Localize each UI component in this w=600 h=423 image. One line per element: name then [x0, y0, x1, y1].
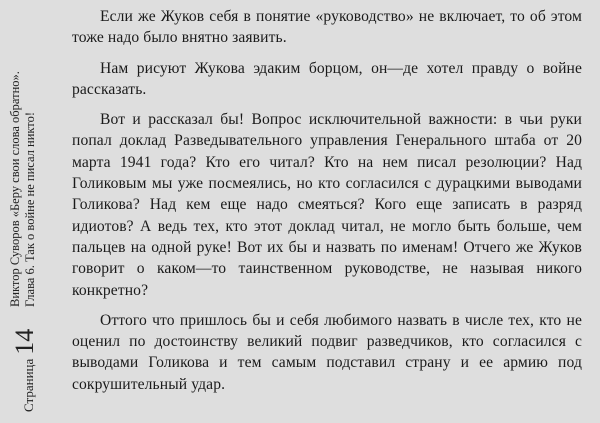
paragraph: Если же Жуков себя в понятие «руководство» не включает, то об этом тоже надо было внятно заявить. [72, 8, 582, 47]
paragraph: Нам рисуют Жукова эдаким борцом, он—де хотел правду о войне рассказать. [72, 59, 582, 98]
paragraph: Оттого что пришлось бы и себя любимого назвать в числе тех, кто не оценил по достоинству великий подвиг разведчиков, кто согласился с выводами Голикова и тем самым подставил страну и ее армию под сокрушительный удар. [72, 311, 582, 393]
page-label: Страница [21, 358, 36, 412]
book-title-line: Виктор Суворов «Беру свои слова обратно». [8, 70, 22, 307]
chapter-title-line: Глава 6. Так о войне не писал никто! [23, 111, 37, 307]
page-number: 14 [10, 328, 39, 355]
page-side-header [0, 0, 62, 423]
page-body-text [72, 6, 582, 404]
side-header-rotated [6, 12, 56, 412]
running-header [8, 7, 38, 307]
paragraph: Вот и рассказал бы! Вопрос исключительной важности: в чьи руки попал доклад Разведывательного управления Генерального штаба от 20 марта 1941 года? Кто его читал? Кто на нем писал резолюции? Над Голиковым мы уже посмеялись, но кто согласился с дурацкими выводами Голикова? Над кем еще надо смеяться? Кого еще записать в разряд идиотов? А ведь тех, кто этот доклад читал, не могло быть больше, чем пальцев на одной руке! Вот их бы и назвать по именам! Отчего же Жуков говорит о каком—то таинственном руководстве, не называя никого конкретно? [72, 111, 582, 299]
page-number-block [10, 328, 40, 411]
